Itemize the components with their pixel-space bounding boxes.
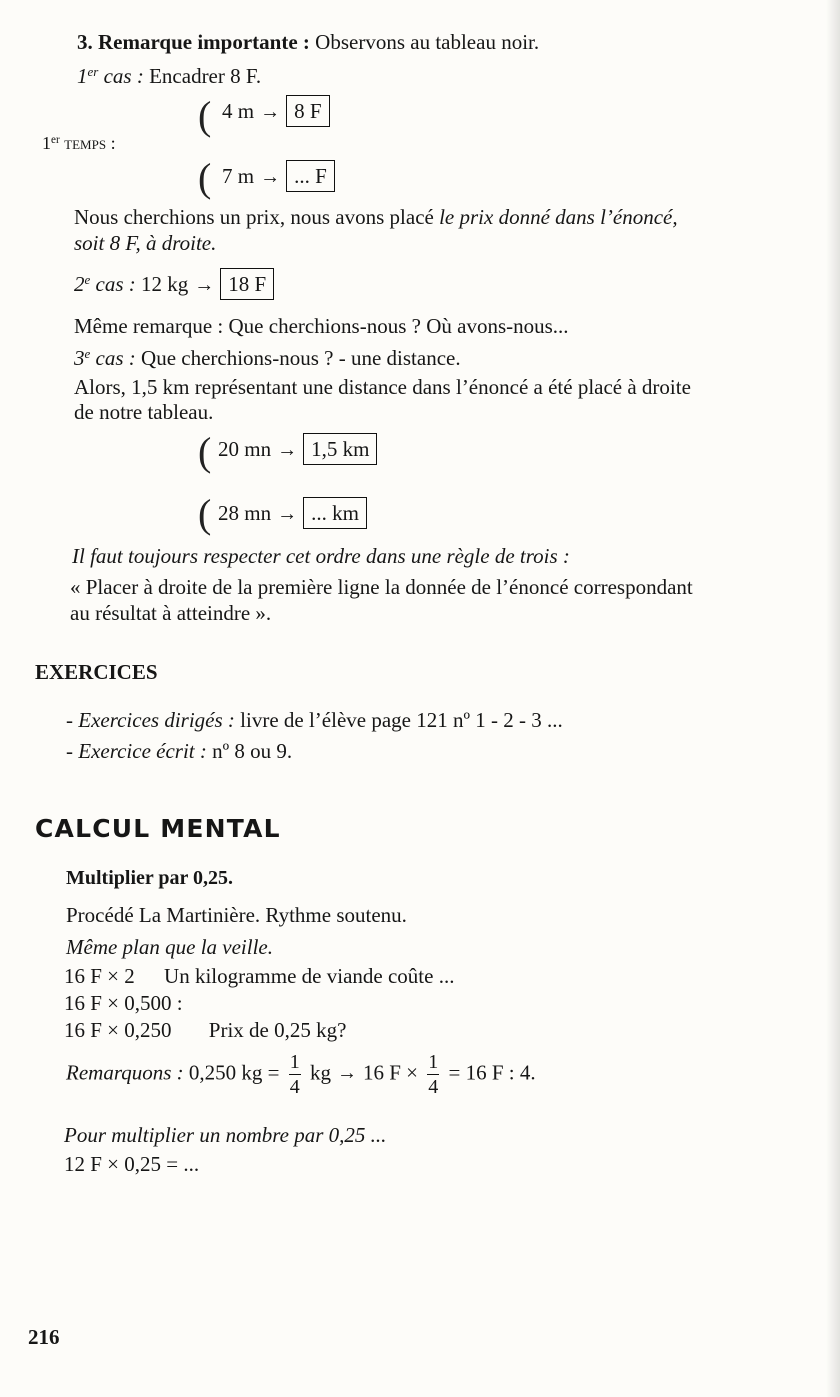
- exercice-item-2-text: nº 8 ou 9.: [212, 739, 293, 763]
- calcul-line-1: [64, 964, 454, 988]
- calcul-line-1-expr: 16 F × 2: [64, 964, 135, 988]
- case2-line: [74, 268, 274, 300]
- case1-explain-plain: Nous cherchions un prix, nous avons placé: [74, 205, 434, 229]
- page-number: 216: [28, 1325, 60, 1349]
- calcul-plan: Même plan que la veille.: [66, 935, 274, 959]
- case1-explain-italic-1: le prix donné dans l’énoncé,: [439, 205, 678, 229]
- remarquons-part2: kg: [309, 1060, 331, 1085]
- calcul-method: Procédé La Martinière. Rythme soutenu.: [66, 903, 407, 927]
- calcul-last: 12 F × 0,25 = ...: [64, 1152, 200, 1176]
- case1-row2: [222, 160, 335, 192]
- case1-explain-line1: [74, 205, 678, 229]
- case3-row1: [218, 433, 377, 465]
- calcul-line-2: 16 F × 0,500 :: [64, 991, 183, 1015]
- page-edge-shadow: [826, 0, 840, 1397]
- case1-row1-box: 8 F: [286, 95, 329, 127]
- case3-text: Que cherchions-nous ? - une distance.: [141, 346, 461, 370]
- calcul-line-3-expr: 16 F × 0,250: [64, 1018, 172, 1042]
- case3-row2-box: ... km: [303, 497, 367, 529]
- temps-label: 1er temps :: [42, 133, 116, 153]
- exercice-item-2: [66, 739, 292, 763]
- remarquons-part4: = 16 F : 4.: [448, 1060, 536, 1085]
- remark-intro: Observons au tableau noir.: [315, 30, 540, 54]
- fraction-one-quarter: $\frac{1}{4}$: [428, 1051, 439, 1098]
- remarquons-part1: 0,250 kg =: [188, 1060, 280, 1085]
- calcul-line-3: [64, 1018, 346, 1042]
- case1-row2-box: ... F: [286, 160, 335, 192]
- remark-title-line: [77, 30, 539, 54]
- calcul-line-1-text: Un kilogramme de viande coûte ...: [164, 964, 455, 988]
- case2-ordinal: 2e cas :: [74, 271, 136, 296]
- case3-ordinal: 3e cas :: [74, 345, 136, 370]
- fraction-one-quarter: $\frac{1}{4}$: [289, 1051, 300, 1098]
- case3-bracket-bottom: (: [198, 491, 212, 536]
- arrow-icon: →: [336, 1062, 357, 1085]
- exercices-heading: EXERCICES: [35, 660, 158, 684]
- case1-bracket-bottom: (: [198, 155, 212, 200]
- rule-italic: Il faut toujours respecter cet ordre dans une règle de trois :: [72, 544, 570, 568]
- case1-ordinal: 1er cas :: [77, 63, 144, 88]
- remarquons-part3: 16 F ×: [362, 1060, 418, 1085]
- arrow-icon: →: [194, 274, 215, 296]
- case3-line1: Alors, 1,5 km représentant une distance dans l’énoncé a été placé à droite: [74, 375, 691, 399]
- case2-remark: Même remarque : Que cherchions-nous ? Où avons-nous...: [74, 314, 569, 338]
- case2-left: 12 kg: [141, 272, 189, 296]
- case1-text: Encadrer 8 F.: [149, 64, 262, 88]
- exercice-item-1-label: - Exercices dirigés :: [66, 708, 235, 732]
- case1-row1: [222, 95, 330, 127]
- case1-row1-left: 4 m: [222, 99, 255, 123]
- exercice-item-1: [66, 708, 563, 732]
- exercice-item-1-text: livre de l’élève page 121 nº 1 - 2 - 3 ...: [240, 708, 563, 732]
- case3-row2: [218, 497, 367, 529]
- arrow-icon: →: [277, 503, 298, 525]
- calcul-heading: CALCUL MENTAL: [35, 814, 281, 843]
- calcul-pour: Pour multiplier un nombre par 0,25 ...: [64, 1123, 387, 1147]
- arrow-icon: →: [277, 439, 298, 461]
- case1-line: [77, 64, 261, 88]
- remarquons-line: [66, 1052, 536, 1097]
- case1-explain-italic-2: soit 8 F, à droite.: [74, 231, 217, 255]
- calcul-line-3-text: Prix de 0,25 kg?: [208, 1018, 347, 1042]
- case3-row1-box: 1,5 km: [303, 433, 377, 465]
- arrow-icon: →: [260, 101, 281, 123]
- remarquons-label: Remarquons :: [66, 1060, 184, 1085]
- case1-bracket-top: (: [198, 93, 212, 138]
- calcul-subtitle: Multiplier par 0,25.: [66, 867, 234, 889]
- case3-line2: de notre tableau.: [74, 400, 214, 424]
- rule-quote-2: au résultat à atteindre ».: [70, 601, 272, 625]
- exercice-item-2-label: - Exercice écrit :: [66, 739, 207, 763]
- case3-row2-left: 28 mn: [218, 501, 272, 525]
- case3-bracket-top: (: [198, 429, 212, 474]
- case3-line: [74, 346, 461, 370]
- arrow-icon: →: [260, 166, 281, 188]
- remark-title: 3. Remarque importante :: [77, 30, 310, 54]
- rule-quote-1: « Placer à droite de la première ligne la donnée de l’énoncé correspondant: [70, 575, 693, 599]
- case1-row2-left: 7 m: [222, 164, 255, 188]
- case2-box: 18 F: [220, 268, 274, 300]
- case3-row1-left: 20 mn: [218, 437, 272, 461]
